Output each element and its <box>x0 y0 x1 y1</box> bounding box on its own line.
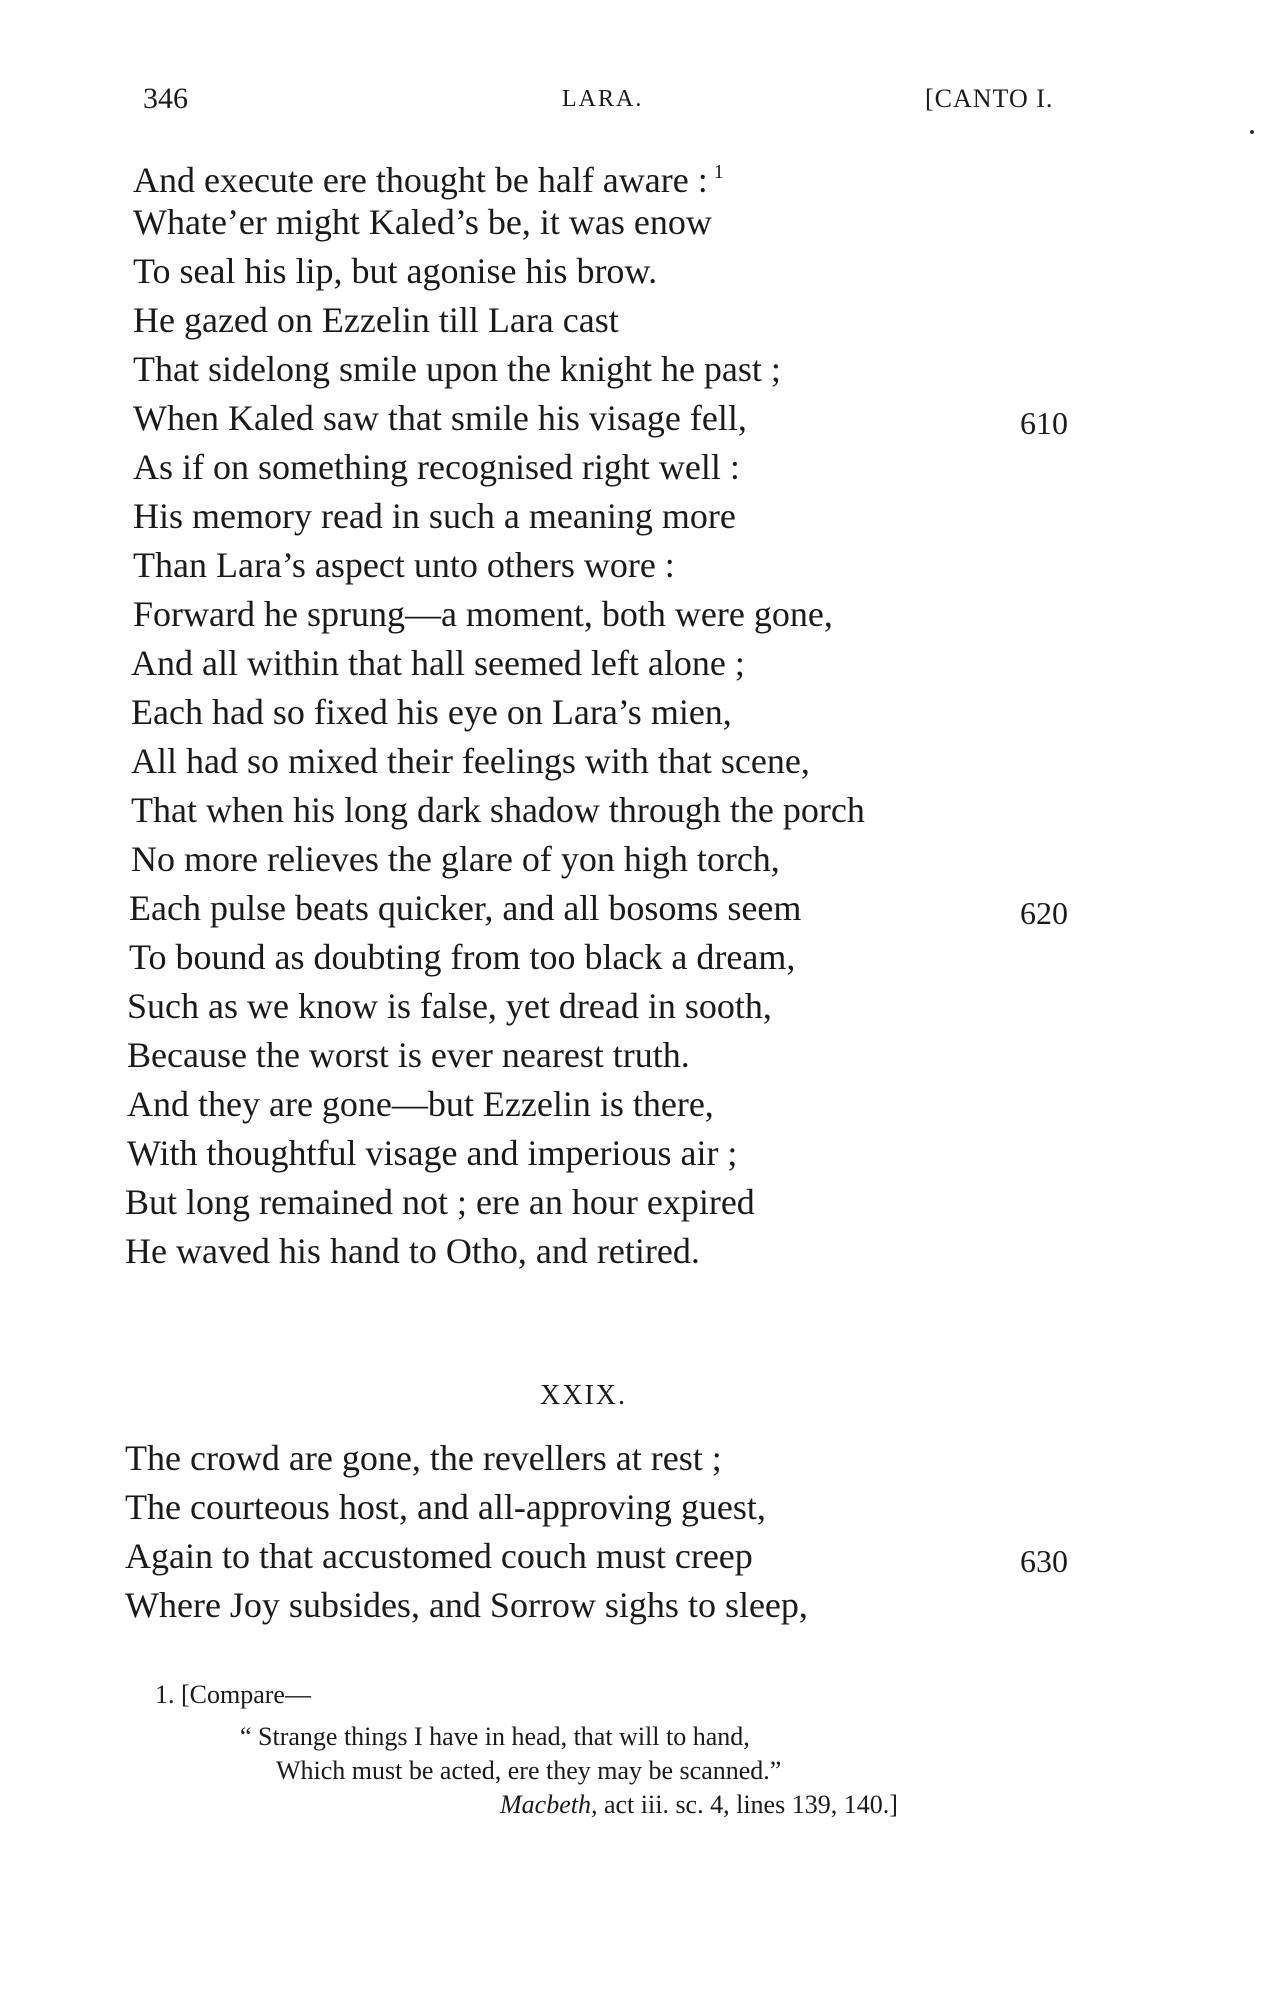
footnote-marker: 1 <box>713 161 724 183</box>
verse-line: And execute ere thought be half aware : $^1$ <box>133 160 724 200</box>
page-header <box>0 82 1279 122</box>
line-number: 620 <box>1020 895 1068 931</box>
verse-line: Again to that accustomed couch must creep <box>125 1536 753 1576</box>
canto-reference: [CANTO I. <box>925 84 1054 113</box>
line-number: 610 <box>1020 405 1068 441</box>
verse-line: Forward he sprung—a moment, both were gone, <box>133 594 833 634</box>
line-number: 630 <box>1020 1543 1068 1579</box>
verse-line: And all within that hall seemed left alone ; <box>131 643 745 683</box>
verse-line: Each had so fixed his eye on Lara’s mien, <box>131 692 732 732</box>
verse-line: Whate’er might Kaled’s be, it was enow <box>133 202 712 242</box>
verse-line: He waved his hand to Otho, and retired. <box>125 1231 700 1271</box>
verse-line: Because the worst is ever nearest truth. <box>127 1035 690 1075</box>
footnote-citation <box>500 1790 898 1820</box>
citation-detail: act iii. sc. 4, lines 139, 140.] <box>597 1790 898 1819</box>
verse-line: The courteous host, and all-approving guest, <box>125 1487 766 1527</box>
verse-line: That when his long dark shadow through the porch <box>131 790 865 830</box>
speck-mark <box>1250 130 1254 134</box>
footnote-quote-line: “ Strange things I have in head, that will to hand, <box>240 1722 750 1751</box>
page-number: 346 <box>143 82 188 115</box>
verse-line: But long remained not ; ere an hour expired <box>125 1182 755 1222</box>
verse-line: No more relieves the glare of yon high torch, <box>131 839 780 879</box>
verse-line: As if on something recognised right well : <box>133 447 740 487</box>
verse-line: Each pulse beats quicker, and all bosoms seem <box>129 888 802 928</box>
verse-line: To seal his lip, but agonise his brow. <box>133 251 658 291</box>
running-title: LARA. <box>562 86 644 112</box>
verse-line: All had so mixed their feelings with that scene, <box>131 741 810 781</box>
verse-line: With thoughtful visage and imperious air ; <box>127 1133 738 1173</box>
verse-line: When Kaled saw that smile his visage fell, <box>133 398 747 438</box>
verse-line: He gazed on Ezzelin till Lara cast <box>133 300 619 340</box>
verse-line: Where Joy subsides, and Sorrow sighs to sleep, <box>125 1585 808 1625</box>
footnote-quote-line: Which must be acted, ere they may be scanned.” <box>276 1756 782 1785</box>
verse-line: The crowd are gone, the revellers at rest ; <box>125 1438 722 1478</box>
verse-line: To bound as doubting from too black a dream, <box>129 937 796 977</box>
verse-line: And they are gone—but Ezzelin is there, <box>127 1084 714 1124</box>
citation-work-title: Macbeth, <box>500 1790 598 1819</box>
verse-line: His memory read in such a meaning more <box>133 496 736 536</box>
section-heading: XXIX. <box>540 1380 627 1411</box>
verse-line: That sidelong smile upon the knight he past ; <box>133 349 781 389</box>
verse-line: Than Lara’s aspect unto others wore : <box>133 545 675 585</box>
footnote-intro: 1. [Compare— <box>155 1680 311 1709</box>
verse-line: Such as we know is false, yet dread in sooth, <box>127 986 772 1026</box>
